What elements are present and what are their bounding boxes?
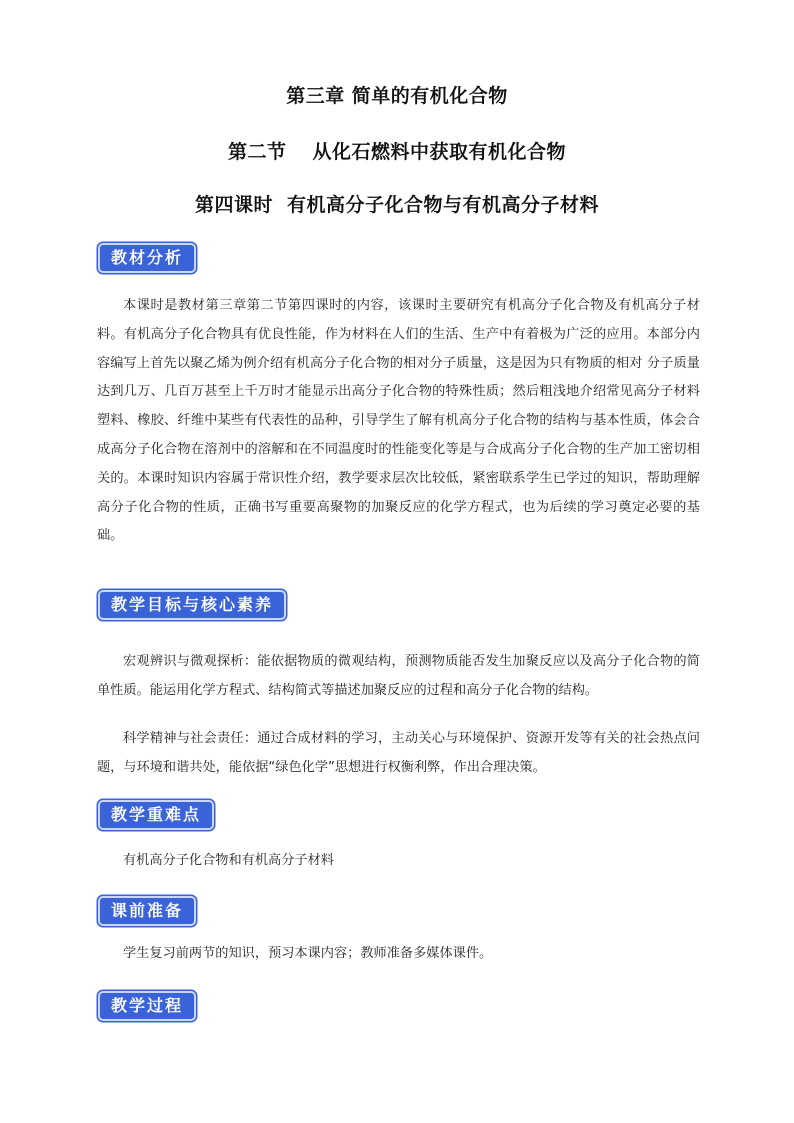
section-number: 第二节 (227, 141, 287, 163)
goal-paragraph-macro-micro: 宏观辨识与微观探析：能依据物质的微观结构，预测物质能否发生加聚反应以及高分子化合物的简单性质。能运用化学方程式、结构简式等描述加聚反应的过程和高分子化合物的结构。 (97, 654, 700, 698)
goal-paragraph-science-society: 科学精神与社会责任：通过合成材料的学习，主动关心与环境保护、资源开发等有关的社会热点问题，与环境和谐共处，能依据“绿色化学”思想进行权衡利弊，作出合理决策。 (97, 731, 700, 775)
chapter-title (0, 81, 794, 108)
section-title (0, 137, 794, 164)
chapter-title-text: 第三章 简单的有机化合物 (286, 85, 508, 107)
analysis-paragraph: 本课时是教材第三章第二节第四课时的内容，该课时主要研究有机高分子化合物及有机高分子材料。有机高分子化合物具有优良性能，作为材料在人们的生活、生产中有着极为广泛的应用。本部分内容编写上首先以聚乙烯为例介绍有机高分子化合物的相对分子质量，这是因为只有物质的相对 分子质量达到几万、几百万甚至上千万时才能显示出高分子化合物的特殊性质；然后粗浅地介绍常见高分子材料塑料、橡胶、纤维中某些有代表性的品种，引导学生了解有机高分子化合物的结构与基本性质，体会合成高分子化合物在溶剂中的溶解和在不同温度时的性能变化等是与合成高分子化合物的生产加工密切相关的。本课时知识内容属于常识性介绍，教学要求层次比较低，紧密联系学生已学过的知识，帮助理解高分子化合物的性质，正确书写重要高聚物的加聚反应的化学方程式，也为后续的学习奠定必要的基础。 (97, 298, 700, 544)
key-points-paragraph: 有机高分子化合物和有机高分子材料 (123, 853, 334, 868)
section-name: 从化石燃料中获取有机化合物 (312, 141, 567, 163)
section-tag-process: 教学过程 (98, 991, 196, 1021)
lesson-number: 第四课时 (194, 194, 273, 216)
section-tag-analysis: 教材分析 (98, 243, 196, 273)
lesson-title (0, 190, 794, 217)
section-tag-goals: 教学目标与核心素养 (98, 590, 286, 620)
lesson-name: 有机高分子化合物与有机高分子材料 (287, 194, 600, 216)
section-tag-key-points: 教学重难点 (98, 800, 214, 830)
preparation-paragraph: 学生复习前两节的知识，预习本课内容；教师准备多媒体课件。 (123, 946, 493, 961)
section-tag-preparation: 课前准备 (98, 896, 196, 926)
